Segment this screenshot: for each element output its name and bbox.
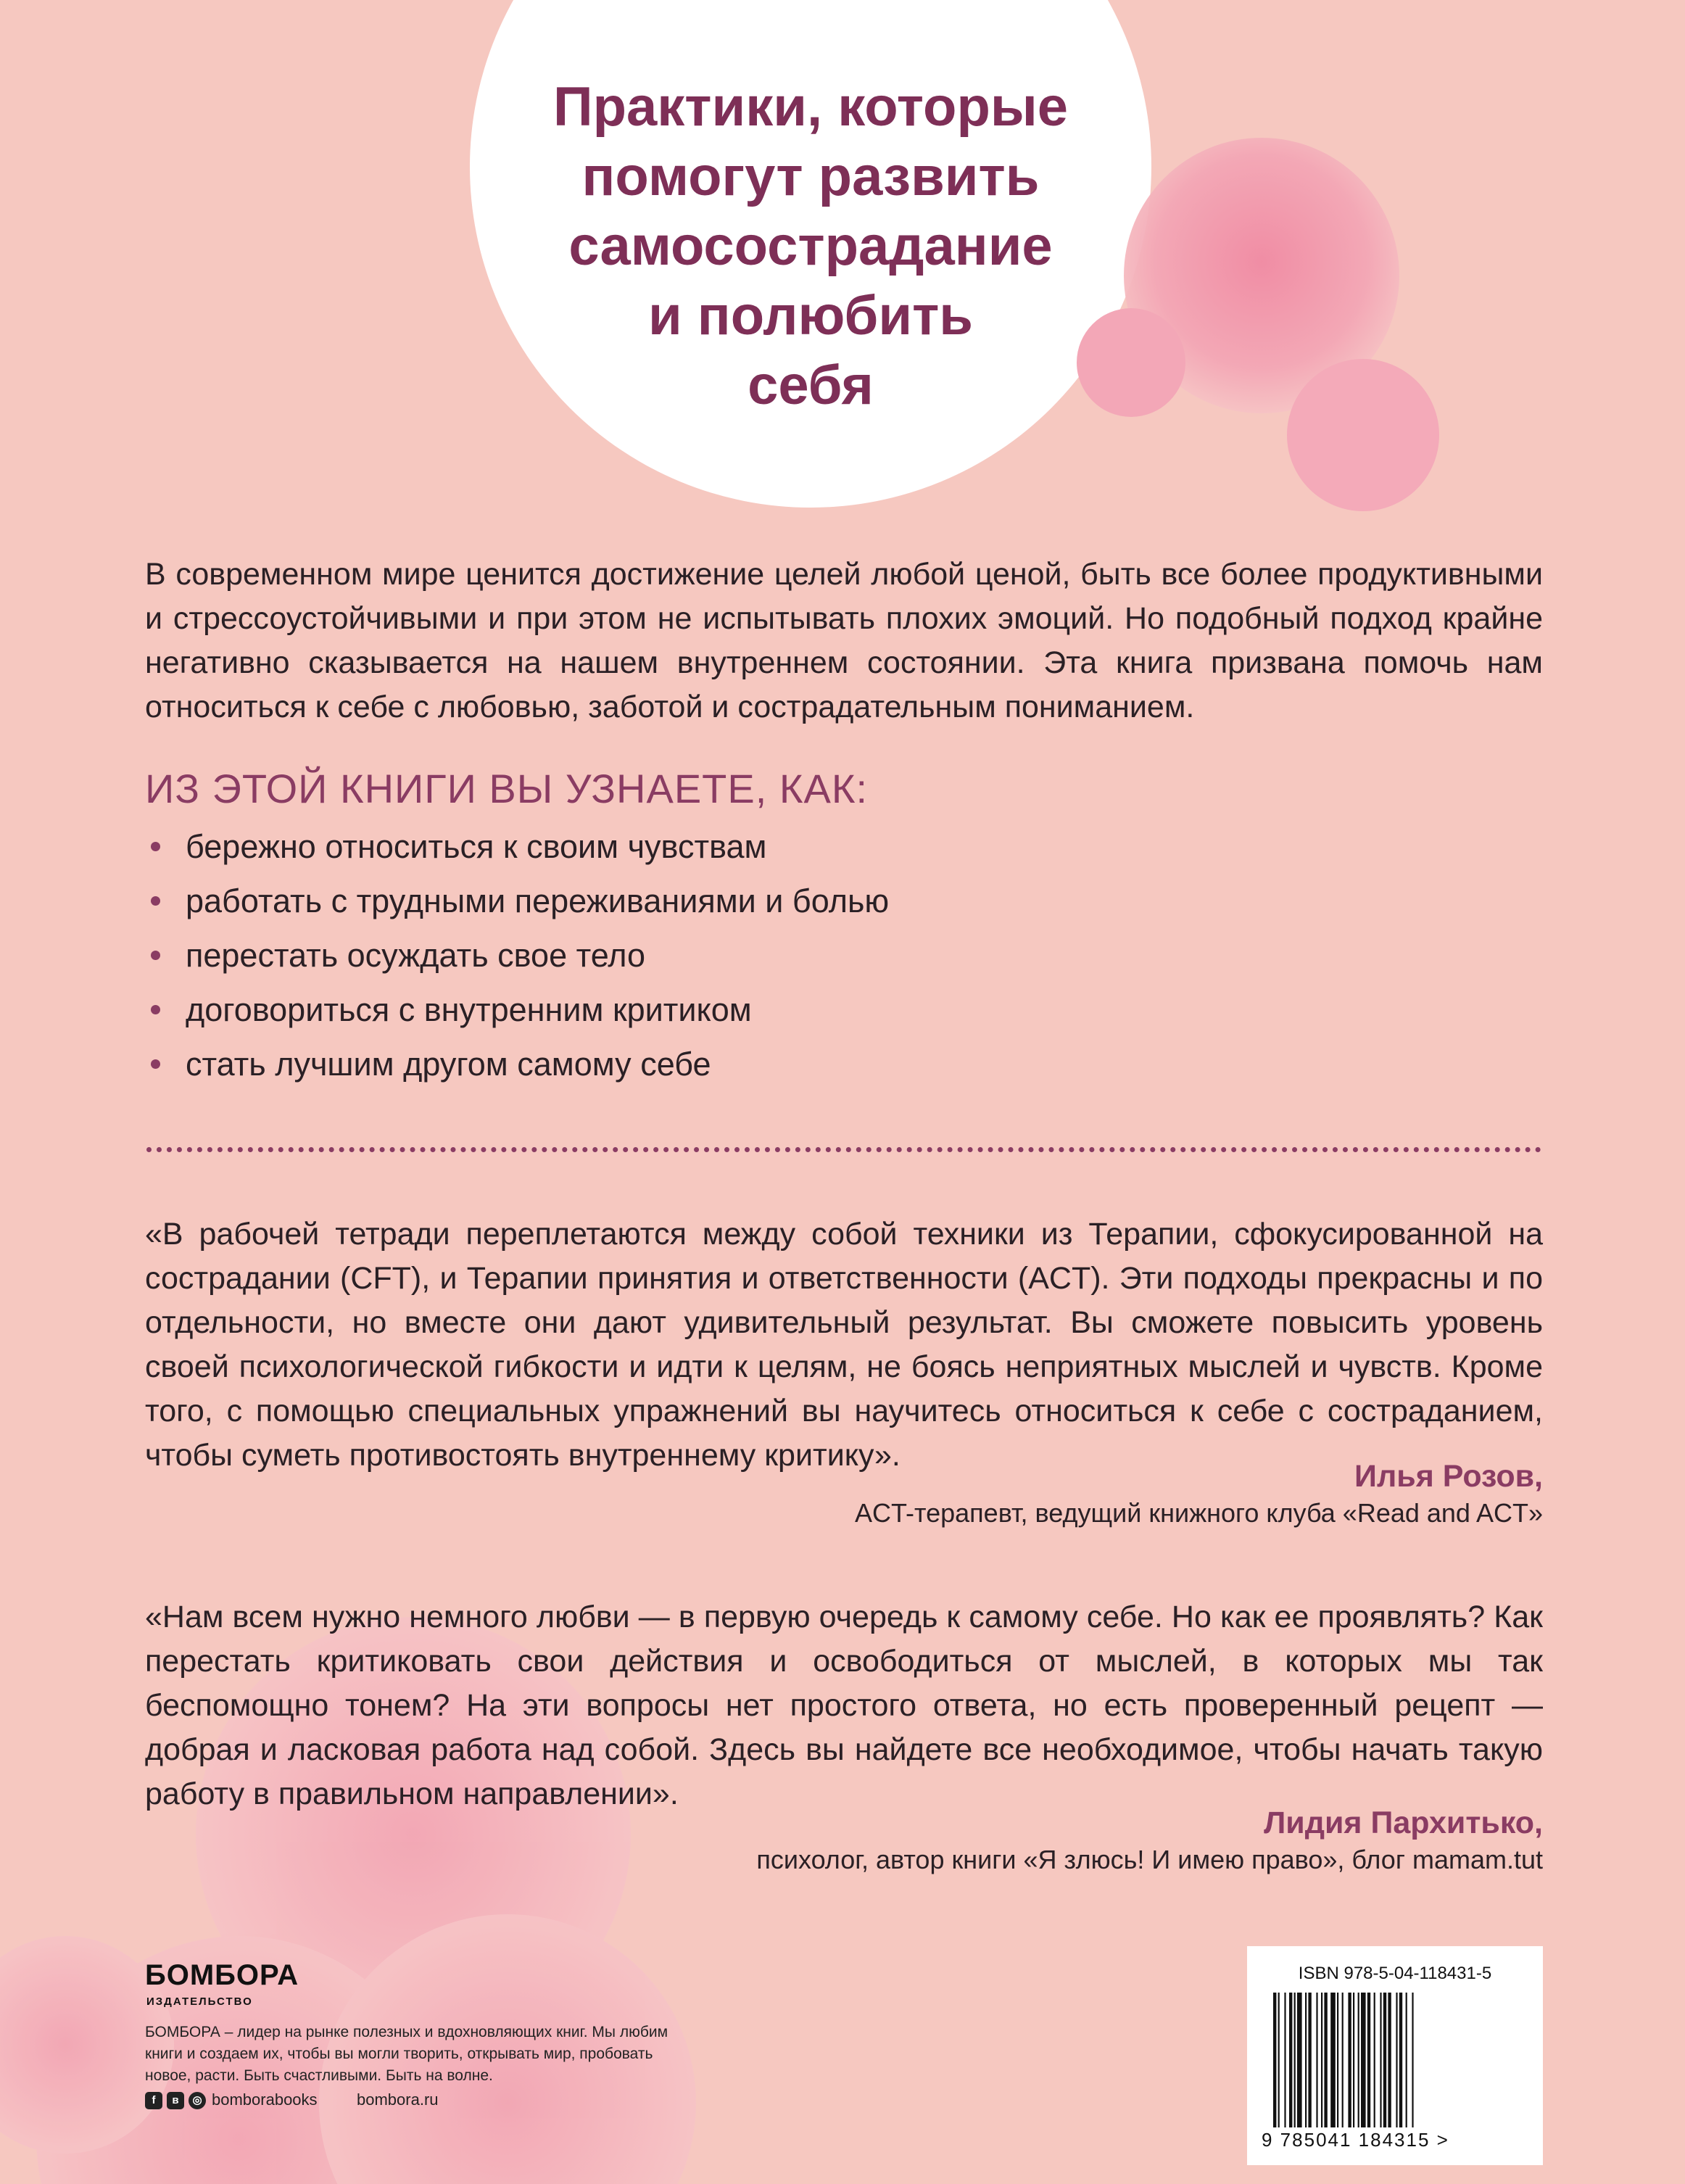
list-item	[145, 983, 1543, 1037]
intro-paragraph: В современном мире ценится достижение целей любой ценой, быть все более продуктивными и стрессоустойчивыми и при этом не испытывать плохих эмоций. Но подобный подход крайне негативно сказывается на нашем внутреннем состоянии. Эта книга призвана помочь нам относиться к себе с любовью, заботой и сострадательным пониманием.	[145, 557, 1543, 724]
publisher-logo: БОМБОРА	[145, 1959, 299, 1991]
bullet-dot-icon	[151, 1059, 160, 1069]
list-item-text: договориться с внутренним критиком	[186, 991, 752, 1028]
hero-title-line: себя	[748, 355, 874, 416]
barcode-bar	[1305, 1993, 1307, 2127]
hero-title-line: Практики, которые	[552, 76, 1069, 138]
barcode-panel	[1247, 1946, 1543, 2165]
publisher-description: БОМБОРА – лидер на рынке полезных и вдохновляющих книг. Мы любим книги и создаем их, чтобы вы могли творить, открывать мир, пробовать новое, расти. Быть счастливыми. Быть на волне.	[145, 2024, 668, 2084]
barcode-bar	[1367, 1993, 1370, 2127]
instagram-icon[interactable]: ◎	[189, 2092, 206, 2109]
barcode-bar	[1406, 1993, 1407, 2127]
hero-title	[470, 73, 1151, 421]
list-item	[145, 819, 1543, 874]
barcode-bar	[1316, 1993, 1317, 2127]
barcode-bar	[1321, 1993, 1322, 2127]
quote-text: «Нам всем нужно немного любви — в первую очередь к самому себе. Но как ее проявлять? Как перестать критиковать свои действия и освободиться от мыслей, в которых мы так беспомощно тонем? На эти вопросы нет простого ответа, но есть проверенный рецепт — добрая и ласковая работа над собой. Здесь вы найдете все необходимое, чтобы начать такую работу в правильном направлении».	[145, 1600, 1543, 1811]
barcode-bar	[1297, 1993, 1302, 2127]
barcode-bar	[1308, 1993, 1311, 2127]
barcode-bar	[1342, 1993, 1344, 2127]
list-item-text: работать с трудными переживаниями и болью	[186, 882, 890, 919]
barcode-bar	[1324, 1993, 1327, 2127]
barcode-bar	[1294, 1993, 1296, 2127]
barcode-bar	[1388, 1993, 1391, 2127]
vk-icon[interactable]: в	[167, 2092, 184, 2109]
barcode-bar	[1284, 1993, 1286, 2127]
list-item-text: бережно относиться к своим чувствам	[186, 828, 767, 865]
social-icons	[145, 2092, 206, 2109]
facebook-icon[interactable]: f	[145, 2092, 162, 2109]
hero-title-line: самосострадание	[568, 215, 1053, 277]
barcode-bar	[1289, 1993, 1292, 2127]
isbn-label: ISBN 978-5-04-118431-5	[1298, 1964, 1492, 1983]
barcode-bar	[1383, 1993, 1386, 2127]
barcode-bar	[1273, 1993, 1276, 2127]
list-item-text: стать лучшим другом самому себе	[186, 1046, 711, 1083]
barcode-bar	[1380, 1993, 1381, 2127]
learn-heading: ИЗ ЭТОЙ КНИГИ ВЫ УЗНАЕТЕ, КАК:	[145, 766, 869, 811]
bullet-dot-icon	[151, 896, 160, 906]
barcode-bar	[1353, 1993, 1354, 2127]
website-link[interactable]: bombora.ru	[357, 2090, 439, 2109]
quote-author-name: Илья Розов,	[1354, 1459, 1543, 1494]
list-item-text: перестать осуждать свое тело	[186, 937, 646, 974]
barcode-bar	[1396, 1993, 1397, 2127]
list-item	[145, 928, 1543, 983]
hero-title-line: и полюбить	[647, 285, 974, 347]
list-item	[145, 874, 1543, 928]
quote-author-name: Лидия Пархитько,	[1264, 1805, 1543, 1840]
barcode-bar	[1399, 1993, 1402, 2127]
barcode-bar	[1348, 1993, 1351, 2127]
barcode-bar	[1278, 1993, 1280, 2127]
publisher-logo-subtitle: ИЗДАТЕЛЬСТВО	[146, 1995, 253, 2008]
list-item	[145, 1037, 1543, 1091]
barcode-bar	[1361, 1993, 1366, 2127]
quote-author-role: ACT-терапевт, ведущий книжного клуба «Read and ACT»	[855, 1498, 1543, 1528]
barcode-bar	[1330, 1993, 1336, 2127]
barcode-bars	[1273, 1993, 1517, 2127]
quote-text: «В рабочей тетради переплетаются между собой техники из Терапии, сфокусированной на сострадании (CFT), и Терапии принятия и ответственности (ACT). Эти подходы прекрасны и по отдельности, но вместе они дают удивительный результат. Вы сможете повысить уровень своей психологической гибкости и идти к целям, не боясь неприятных мыслей и чувств. Кроме того, с помощью специальных упражнений вы научитесь относиться к себе с состраданием, чтобы суметь противостоять внутреннему критику».	[145, 1217, 1543, 1473]
learn-list	[145, 819, 1543, 1091]
bullet-dot-icon	[151, 951, 160, 960]
barcode-bar	[1412, 1993, 1413, 2127]
barcode-bar	[1374, 1993, 1375, 2127]
hero-title-line: помогут развить	[581, 146, 1040, 207]
quote-author-role: психолог, автор книги «Я злюсь! И имею право», блог mamam.tut	[756, 1845, 1543, 1874]
barcode-bar	[1358, 1993, 1359, 2127]
barcode-bar	[1337, 1993, 1338, 2127]
dotted-divider	[146, 1147, 1541, 1152]
bullet-dot-icon	[151, 842, 160, 851]
social-handle[interactable]: bomborabooks	[212, 2090, 318, 2109]
bullet-dot-icon	[151, 1005, 160, 1014]
barcode-digits: 9 785041 184315 >	[1262, 2129, 1449, 2151]
